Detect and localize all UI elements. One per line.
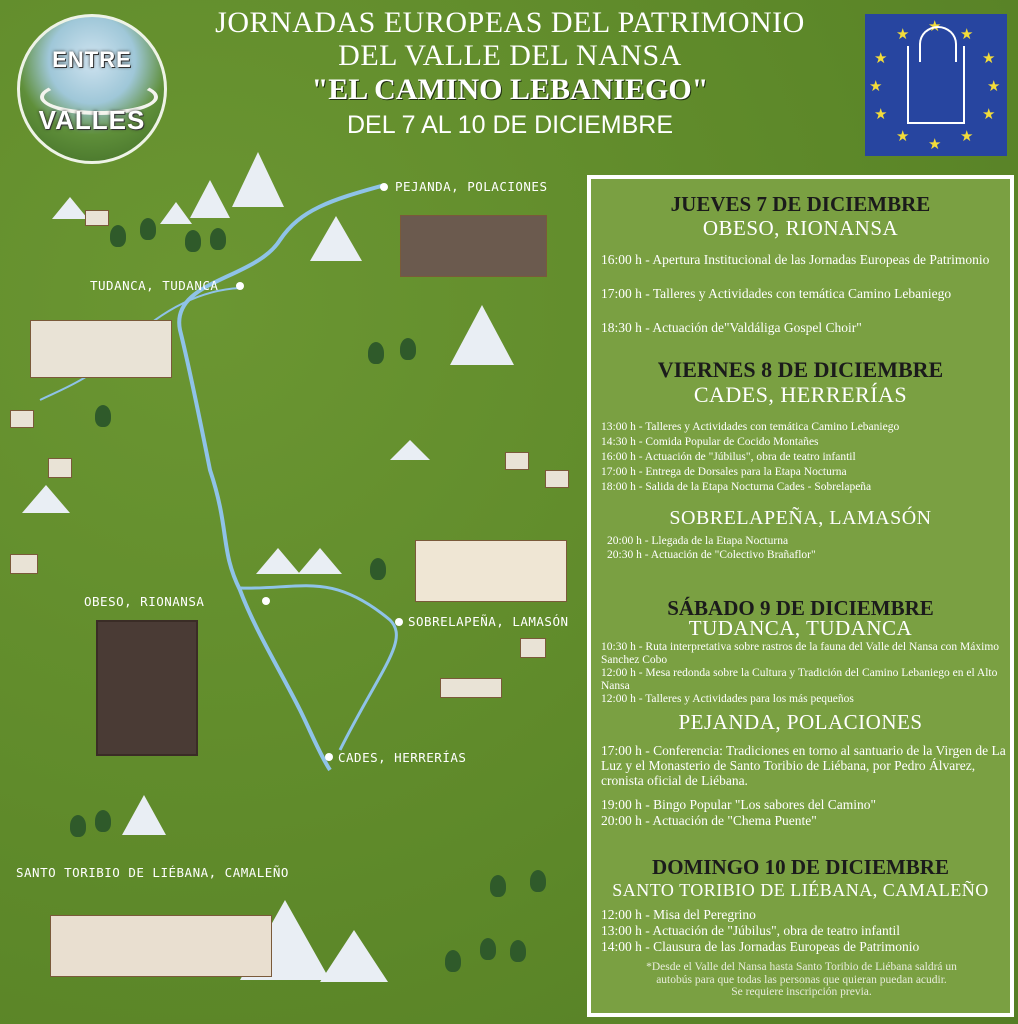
bus-note-line: Se requiere inscripción previa. <box>731 986 872 998</box>
star-icon: ★ <box>987 79 1001 95</box>
small-house-icon <box>440 678 502 698</box>
event-name: "EL CAMINO LEBANIEGO" <box>311 73 709 106</box>
mountain-icon <box>52 197 88 219</box>
tree-icon <box>400 338 416 360</box>
mountain-icon <box>310 216 362 261</box>
tree-icon <box>185 230 201 252</box>
event-item: 20:00 h - Actuación de "Chema Puente" <box>601 813 817 828</box>
event-item: 18:00 h - Salida de la Etapa Nocturna Cades - Sobrelapeña <box>601 481 872 493</box>
santo-toribio-monastery-building <box>50 915 272 977</box>
star-icon: ★ <box>982 51 996 67</box>
mountain-icon <box>232 152 284 207</box>
event-item: 14:00 h - Clausura de las Jornadas Europeas de Patrimonio <box>601 939 920 954</box>
place-pejanda: PEJANDA, POLACIONES <box>395 179 548 194</box>
tudanca-house-building <box>30 320 172 378</box>
location-heading-tudanca: TUDANCA, TUDANCA <box>688 616 913 640</box>
tree-icon <box>510 940 526 962</box>
event-item: 17:00 h - Entrega de Dorsales para la Etapa Nocturna <box>601 466 847 478</box>
title-block <box>170 6 850 142</box>
event-item: 18:30 h - Actuación de"Valdáliga Gospel Choir" <box>601 320 862 335</box>
event-dates: DEL 7 AL 10 DE DICIEMBRE <box>346 111 674 139</box>
tree-icon <box>95 405 111 427</box>
day-heading-saturday: SÁBADO 9 DE DICIEMBRE <box>667 596 934 620</box>
place-tudanca: TUDANCA, TUDANCA <box>90 278 219 293</box>
star-icon: ★ <box>874 107 888 123</box>
bus-note <box>599 961 1004 999</box>
title-line-2: DEL VALLE DEL NANSA <box>338 39 682 72</box>
logo-text-bottom: VALLES <box>38 105 146 135</box>
event-item: 14:30 h - Comida Popular de Cocido Montañes <box>601 436 819 448</box>
small-house-icon <box>505 452 529 470</box>
mountain-icon <box>122 795 166 835</box>
event-item: 13:00 h - Actuación de "Júbilus", obra de teatro infantil <box>601 923 900 938</box>
small-house-icon <box>520 638 546 658</box>
star-icon: ★ <box>982 107 996 123</box>
mountain-icon <box>190 180 230 218</box>
mountain-icon <box>390 440 430 460</box>
location-heading-cades: CADES, HERRERÍAS <box>693 382 908 407</box>
tree-icon <box>110 225 126 247</box>
star-icon: ★ <box>960 129 974 145</box>
map-marker-icon <box>236 282 244 290</box>
event-item: 13:00 h - Talleres y Actividades con temática Camino Lebaniego <box>601 421 900 433</box>
map-marker-icon <box>325 753 333 761</box>
location-heading-santo-toribio: SANTO TORIBIO DE LIÉBANA, CAMALEÑO <box>612 880 989 900</box>
tree-icon <box>368 342 384 364</box>
mountain-icon <box>22 485 70 513</box>
event-item: 10:30 h - Ruta interpretativa sobre rastros de la fauna del Valle del Nansa con Máximo Sanchez Cobo <box>601 641 1000 666</box>
mountain-icon <box>450 305 514 365</box>
bus-note-line: autobús para que todas las personas que quieran puedan acudir. <box>656 973 947 986</box>
place-obeso: OBESO, RIONANSA <box>84 594 205 609</box>
pejanda-church-building <box>400 215 547 277</box>
church-icon <box>907 46 965 124</box>
star-icon: ★ <box>896 27 910 43</box>
tree-icon <box>95 810 111 832</box>
small-house-icon <box>10 554 38 574</box>
mountain-icon <box>256 548 300 574</box>
event-item: 20:00 h - Llegada de la Etapa Nocturna <box>607 535 789 547</box>
star-icon: ★ <box>874 51 888 67</box>
header <box>0 0 1018 160</box>
day-heading-sunday: DOMINGO 10 DE DICIEMBRE <box>652 855 949 879</box>
event-item: 17:00 h - Talleres y Actividades con temática Camino Lebaniego <box>601 286 952 301</box>
map-marker-icon <box>395 618 403 626</box>
small-house-icon <box>545 470 569 488</box>
mountain-icon <box>320 930 388 982</box>
event-item: 12:00 h - Talleres y Actividades para los más pequeños <box>601 693 854 705</box>
map-marker-icon <box>262 597 270 605</box>
tree-icon <box>370 558 386 580</box>
obeso-church-building <box>415 540 567 602</box>
event-item: 20:30 h - Actuación de "Colectivo Brañaflor" <box>607 549 816 561</box>
tree-icon <box>70 815 86 837</box>
tree-icon <box>480 938 496 960</box>
small-house-icon <box>85 210 109 226</box>
star-icon: ★ <box>928 137 942 153</box>
star-icon: ★ <box>896 129 910 145</box>
tree-icon <box>210 228 226 250</box>
obeso-tower-building <box>96 620 198 756</box>
title-line-1: JORNADAS EUROPEAS DEL PATRIMONIO <box>215 6 805 39</box>
star-icon: ★ <box>869 79 883 95</box>
event-item: 16:00 h - Apertura Institucional de las Jornadas Europeas de Patrimonio <box>601 252 990 267</box>
bus-note-line: *Desde el Valle del Nansa hasta Santo Toribio de Liébana saldrá un <box>646 961 957 973</box>
tree-icon <box>490 875 506 897</box>
event-item: 12:00 h - Mesa redonda sobre la Cultura y Tradición del Camino Lebaniego en el Alto Nansa <box>601 667 998 692</box>
entre-valles-logo <box>17 14 167 164</box>
star-icon: ★ <box>928 19 942 35</box>
small-house-icon <box>48 458 72 478</box>
tree-icon <box>445 950 461 972</box>
event-item: 17:00 h - Conferencia: Tradiciones en torno al santuario de la Virgen de La Luz y el Monasterio de Santo Toribio de Liébana, por Pedro Álvarez, cronista oficial de Liébana. <box>601 743 1006 788</box>
location-heading-sobrelapena: SOBRELAPEÑA, LAMASÓN <box>669 507 932 529</box>
place-santo-toribio: SANTO TORIBIO DE LIÉBANA, CAMALEÑO <box>16 865 289 880</box>
schedule-panel <box>587 175 1014 1017</box>
location-heading-pejanda: PEJANDA, POLACIONES <box>678 710 923 734</box>
place-sobrelapena: SOBRELAPEÑA, LAMASÓN <box>408 614 569 629</box>
european-heritage-days-icon <box>865 14 1007 156</box>
location-heading-obeso: OBESO, RIONANSA <box>702 216 899 240</box>
event-item: 12:00 h - Misa del Peregrino <box>601 907 756 922</box>
small-house-icon <box>10 410 34 428</box>
place-cades: CADES, HERRERÍAS <box>338 750 467 765</box>
map-marker-icon <box>380 183 388 191</box>
mountain-icon <box>160 202 192 224</box>
day-heading-thursday: JUEVES 7 DE DICIEMBRE <box>670 192 931 216</box>
star-icon: ★ <box>960 27 974 43</box>
event-item: 16:00 h - Actuación de "Júbilus", obra de teatro infantil <box>601 451 856 463</box>
logo-text-top: ENTRE <box>52 47 132 72</box>
tree-icon <box>530 870 546 892</box>
mountain-icon <box>298 548 342 574</box>
illustrated-map <box>0 170 585 1024</box>
day-heading-friday: VIERNES 8 DE DICIEMBRE <box>657 357 944 382</box>
tree-icon <box>140 218 156 240</box>
event-item: 19:00 h - Bingo Popular "Los sabores del Camino" <box>601 797 876 812</box>
